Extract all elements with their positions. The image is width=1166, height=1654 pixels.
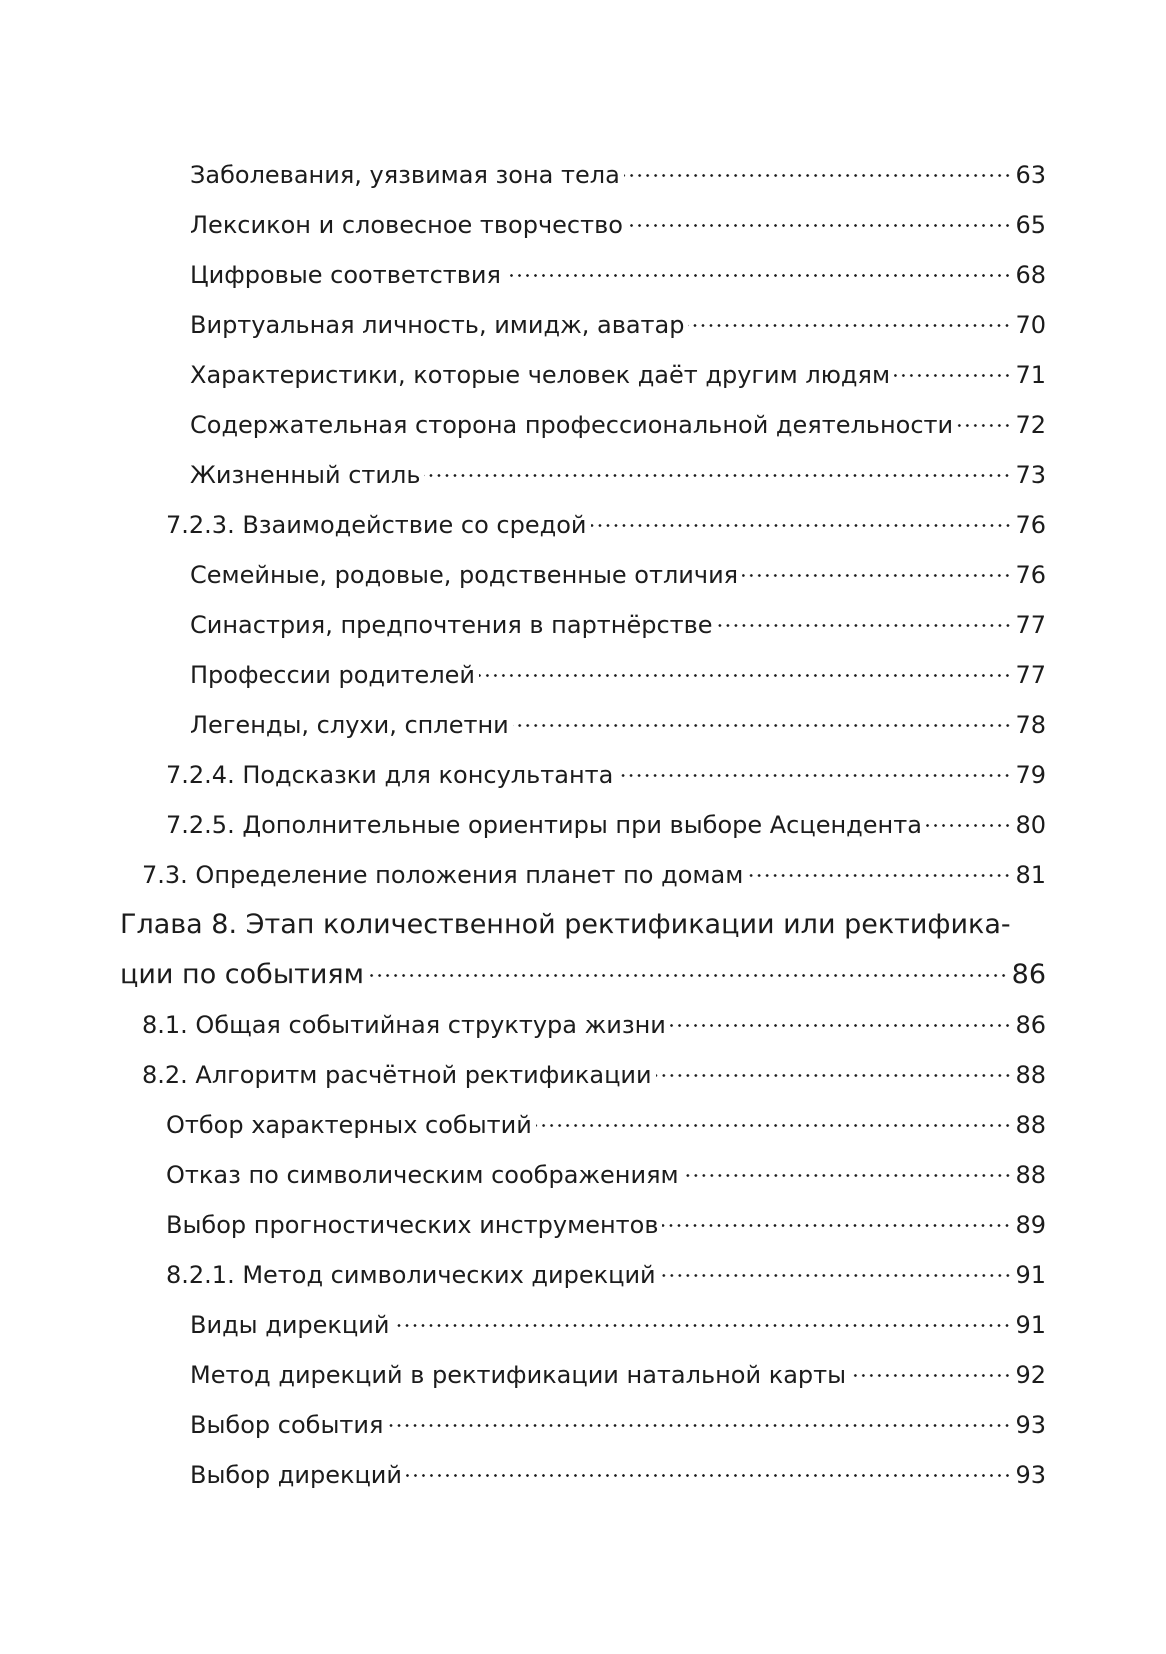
toc-entry-title: Выбор события <box>190 1411 384 1439</box>
toc-entry-title: 7.2.5. Дополнительные ориентиры при выборе Асцендента <box>166 811 922 839</box>
toc-entry[interactable] <box>0 1000 1166 1050</box>
toc-entry[interactable] <box>0 700 1166 750</box>
toc-entry[interactable] <box>0 1200 1166 1250</box>
toc-entry[interactable] <box>0 300 1166 350</box>
toc-entry-title: Характеристики, которые человек даёт другим людям <box>190 361 891 389</box>
toc-entry-page: 77 <box>1015 661 1046 689</box>
toc-entry[interactable] <box>0 1100 1166 1150</box>
toc-entry-title: Легенды, слухи, сплетни <box>190 711 509 739</box>
toc-leader-dots <box>513 724 1012 727</box>
toc-entry-title: 8.2. Алгоритм расчётной ректификации <box>142 1061 652 1089</box>
toc-entry-page: 70 <box>1015 311 1046 339</box>
toc-entry-page: 91 <box>1015 1261 1046 1289</box>
toc-entry-page: 63 <box>1015 161 1046 189</box>
toc-entry-page: 72 <box>1015 411 1046 439</box>
toc-entry-page: 92 <box>1015 1361 1046 1389</box>
toc-entry-page: 91 <box>1015 1311 1046 1339</box>
toc-leader-dots <box>393 1324 1011 1327</box>
toc-entry-page: 88 <box>1015 1061 1046 1089</box>
table-of-contents <box>0 150 1166 1500</box>
toc-entry-page: 80 <box>1015 811 1046 839</box>
toc-leader-dots <box>624 174 1012 177</box>
toc-leader-dots <box>505 274 1012 277</box>
toc-entry-title: 8.2.1. Метод символических дирекций <box>166 1261 656 1289</box>
toc-entry-title: Отказ по символическим соображениям <box>166 1161 679 1189</box>
toc-entry-title: Заболевания, уязвимая зона тела <box>190 161 620 189</box>
toc-entry[interactable] <box>0 250 1166 300</box>
toc-leader-dots <box>591 524 1012 527</box>
toc-leader-dots <box>660 1274 1012 1277</box>
toc-leader-dots <box>688 324 1011 327</box>
toc-entry-page: 93 <box>1015 1411 1046 1439</box>
toc-entry-title: Содержательная сторона профессиональной деятельности <box>190 411 954 439</box>
toc-entry[interactable] <box>0 1450 1166 1500</box>
toc-entry[interactable] <box>0 1300 1166 1350</box>
toc-leader-dots <box>627 224 1012 227</box>
toc-entry-title: Метод дирекций в ректификации натальной карты <box>190 1361 847 1389</box>
toc-entry[interactable] <box>0 750 1166 800</box>
toc-entry-page: 88 <box>1015 1111 1046 1139</box>
toc-leader-dots <box>717 624 1012 627</box>
toc-entry[interactable] <box>0 1400 1166 1450</box>
toc-entry-page: 78 <box>1015 711 1046 739</box>
toc-leader-dots <box>536 1124 1012 1127</box>
toc-entry-page: 76 <box>1015 511 1046 539</box>
toc-chapter-entry[interactable] <box>0 900 1166 1000</box>
toc-entry-page: 86 <box>1015 1011 1046 1039</box>
toc-entry-page: 76 <box>1015 561 1046 589</box>
toc-entry-page: 89 <box>1015 1211 1046 1239</box>
toc-entry[interactable] <box>0 200 1166 250</box>
toc-entry-page: 86 <box>1011 959 1046 990</box>
toc-entry-page: 93 <box>1015 1461 1046 1489</box>
toc-chapter-title-line1: Глава 8. Этап количественной ректификации или ректифика- <box>120 909 1011 940</box>
toc-entry-page: 81 <box>1015 861 1046 889</box>
toc-entry-title: Семейные, родовые, родственные отличия <box>190 561 739 589</box>
toc-entry-title: 7.3. Определение положения планет по домам <box>142 861 744 889</box>
toc-entry-page: 65 <box>1015 211 1046 239</box>
toc-entry-page: 73 <box>1015 461 1046 489</box>
toc-entry-title: 8.1. Общая событийная структура жизни <box>142 1011 666 1039</box>
toc-leader-dots <box>368 974 1008 977</box>
toc-entry[interactable] <box>0 800 1166 850</box>
toc-entry[interactable] <box>0 850 1166 900</box>
toc-entry-page: 77 <box>1015 611 1046 639</box>
toc-leader-dots <box>926 824 1012 827</box>
toc-entry-page: 71 <box>1015 361 1046 389</box>
toc-entry-title: Отбор характерных событий <box>166 1111 532 1139</box>
toc-entry-title: Синастрия, предпочтения в партнёрстве <box>190 611 713 639</box>
toc-leader-dots <box>479 674 1011 677</box>
toc-leader-dots <box>406 1474 1011 1477</box>
toc-entry-title: Профессии родителей <box>190 661 476 689</box>
toc-entry-title: Выбор прогностических инструментов <box>166 1211 659 1239</box>
toc-chapter-title-line2: ции по событиям <box>120 959 365 990</box>
toc-entry[interactable] <box>0 450 1166 500</box>
toc-leader-dots <box>683 1174 1012 1177</box>
toc-entry-title: Выбор дирекций <box>190 1461 402 1489</box>
toc-leader-dots <box>424 474 1011 477</box>
toc-leader-dots <box>670 1024 1012 1027</box>
toc-entry[interactable] <box>0 150 1166 200</box>
toc-entry[interactable] <box>0 350 1166 400</box>
toc-entry[interactable] <box>0 1050 1166 1100</box>
toc-leader-dots <box>747 874 1011 877</box>
toc-entry[interactable] <box>0 400 1166 450</box>
toc-leader-dots <box>957 424 1011 427</box>
toc-leader-dots <box>742 574 1011 577</box>
toc-entry[interactable] <box>0 1150 1166 1200</box>
toc-leader-dots <box>662 1224 1011 1227</box>
toc-leader-dots <box>894 374 1011 377</box>
toc-entry[interactable] <box>0 650 1166 700</box>
toc-entry-title: 7.2.4. Подсказки для консультанта <box>166 761 614 789</box>
toc-entry[interactable] <box>0 1350 1166 1400</box>
toc-entry-page: 68 <box>1015 261 1046 289</box>
toc-entry[interactable] <box>0 500 1166 550</box>
toc-entry[interactable] <box>0 1250 1166 1300</box>
toc-entry-title: Лексикон и словесное творчество <box>190 211 623 239</box>
toc-entry-title: 7.2.3. Взаимодействие со средой <box>166 511 587 539</box>
toc-entry-title: Виртуальная личность, имидж, аватар <box>190 311 685 339</box>
toc-entry[interactable] <box>0 600 1166 650</box>
toc-entry-title: Виды дирекций <box>190 1311 390 1339</box>
toc-leader-dots <box>617 774 1011 777</box>
toc-entry-page: 88 <box>1015 1161 1046 1189</box>
toc-entry-page: 79 <box>1015 761 1046 789</box>
toc-entry-title: Цифровые соответствия <box>190 261 501 289</box>
toc-leader-dots <box>387 1424 1011 1427</box>
toc-entry[interactable] <box>0 550 1166 600</box>
toc-entry-title: Жизненный стиль <box>190 461 421 489</box>
toc-leader-dots <box>850 1374 1011 1377</box>
toc-leader-dots <box>656 1074 1012 1077</box>
